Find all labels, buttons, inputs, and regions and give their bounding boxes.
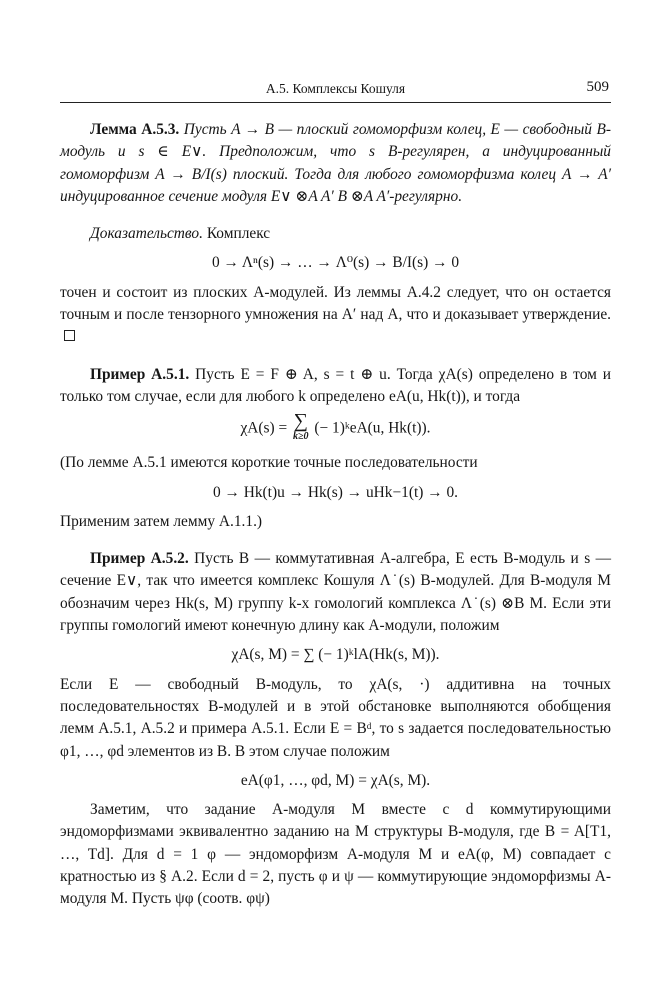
chi-formula: χA(s, M) = ∑ (− 1)ᵏlA(Hk(s, M)).	[231, 646, 440, 664]
example2-label: Пример А.5.2.	[90, 550, 189, 568]
example2-text2: Если E — свободный B-модуль, то χA(s, ·) аддитивна на точных последовательностях B-модулей и в этой обстановке выполняются обобщения лемм А.5.1, А.5.2 и примера А.5.1. Если E = Bᵈ, то s задается последовательностью φ1, …, φd элементов из B. В этом случае положим	[60, 675, 611, 760]
koszul-complex-formula: 0 → Λⁿ(s) → … → Λ⁰(s) → B/I(s) → 0	[211, 254, 460, 272]
sum-operator	[293, 410, 309, 444]
page-number: 509	[586, 79, 609, 95]
example1-remark: (По лемме А.5.1 имеются короткие точные последовательности	[60, 454, 478, 472]
example1-closing: Применим затем лемму А.1.1.)	[60, 512, 263, 530]
proof-intro	[60, 223, 611, 245]
multiplicity-formula: eA(φ1, …, φd, M) = χA(s, M).	[240, 771, 431, 789]
page-body	[60, 119, 611, 911]
proof-text	[60, 282, 611, 349]
example2-text: Пусть B — коммутативная A-алгебра, E есть B-модуль и s — сечение E∨, так что имеется комплекс Кошуля Λ˙(s) B-модулей. Для B-модуля M обозначим через Hk(s, M) группу k-х гомологий комплекса Λ˙(s) ⊗B M. Если эти группы гомологий имеют конечную длину как A-модули, положим	[60, 550, 611, 635]
proof-label: Доказательство.	[90, 225, 203, 243]
proof-intro-text: Комплекс	[206, 225, 271, 243]
example1-paragraph	[60, 364, 611, 409]
running-head: А.5. Комплексы Кошуля	[265, 81, 406, 96]
example2-paragraph	[60, 548, 611, 637]
end-of-proof-icon	[64, 330, 75, 341]
example1-label: Пример А.5.1.	[90, 365, 190, 383]
formula-rhs: (− 1)ᵏeA(u, Hk(t)).	[314, 419, 431, 437]
euler-characteristic-formula	[60, 410, 611, 444]
sum-symbol: ∑	[293, 410, 308, 433]
lemma-statement: Пусть A → B — плоский гомоморфизм колец, E — свободный B-модуль и s ∈ E∨. Предположим, что s B-регулярен, а индуцированный гомоморфизм A → B/I(s) плоский. Тогда для любого гомоморфизма колец A → A′ индуцированное сечение модуля E∨ ⊗A A′ B ⊗A A′-регулярно.	[60, 121, 611, 205]
example1-text: Пусть E = F ⊕ A, s = t ⊕ u. Тогда χA(s) определено в том и только том случае, если для любого k определено eA(u, Hk(t)), и тогда	[60, 365, 611, 405]
proof-body: точен и состоит из плоских A-модулей. Из леммы А.4.2 следует, что он остается точным и после тензорного умножения на A′ над A, что и доказывает утверждение.	[60, 283, 611, 324]
sum-subscript: k≥0	[293, 431, 309, 443]
example2-text3: Заметим, что задание A-модуля M вместе с d коммутирующими эндоморфизмами эквивалентно заданию на M структуры B-модуля, где B = A[T1, …, Td]. Для d = 1 φ — эндоморфизм A-модуля M и eA(φ, M) совпадает с кратностью из § А.2. Если d = 2, пусть φ и ψ — коммутирующие эндоморфизмы A-модуля M. Пусть ψφ (соотв. φψ)	[60, 801, 611, 908]
exact-sequence-formula: 0 → Hk(t)u → Hk(s) → uHk−1(t) → 0.	[212, 483, 459, 501]
lemma-label: Лемма А.5.3.	[90, 121, 180, 138]
lemma-paragraph	[60, 119, 611, 208]
page-header	[60, 76, 611, 103]
formula-lhs: χA(s) =	[240, 419, 288, 437]
